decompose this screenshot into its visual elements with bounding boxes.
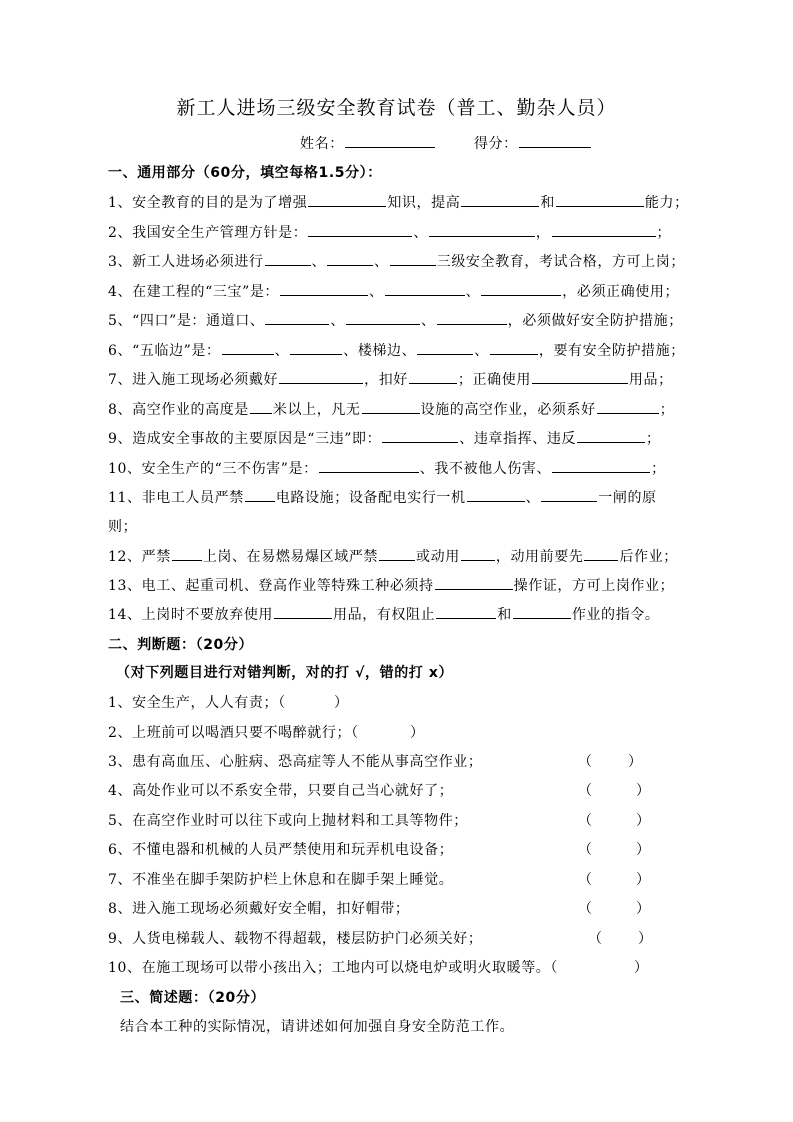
name-score-row (300, 133, 592, 153)
name-blank[interactable] (345, 133, 435, 148)
tf-item-10: 10、在施工现场可以带小孩出入；工地内可以烧电炉或明火取暖等。（ (108, 960, 559, 976)
blank[interactable] (279, 369, 363, 384)
blank[interactable] (385, 281, 465, 296)
blank[interactable] (490, 340, 538, 355)
tf-item-4: 4、高处作业可以不系安全带，只要自己当心就好了； (108, 783, 454, 799)
answer-close-paren[interactable]: ） (636, 872, 650, 888)
answer-close-paren[interactable]: ） (636, 813, 650, 829)
blank[interactable] (290, 340, 342, 355)
blank[interactable] (308, 192, 386, 207)
answer-open-paren[interactable]: （ (578, 901, 592, 917)
score-blank[interactable] (519, 133, 591, 148)
question-11: 11、非电工人员严禁 电路设施；设备配电实行一机 、 一闸的原 (108, 487, 657, 507)
question-5: 5、“四口”是：通道口、 、 、 ，必须做好安全防护措施； (108, 310, 683, 330)
blank[interactable] (437, 310, 507, 325)
blank[interactable] (250, 399, 272, 414)
question-2: 2、我国安全生产管理方针是： 、 ， ； (108, 222, 671, 242)
answer-close-paren[interactable]: ） (638, 931, 652, 947)
question-3: 3、新工人进场必须进行 、 、 三级安全教育，考试合格，方可上岗； (108, 251, 685, 271)
blank[interactable] (481, 281, 561, 296)
blank[interactable] (577, 428, 645, 443)
answer-open-paren[interactable]: （ (578, 872, 592, 888)
exam-title: 新工人进场三级安全教育试卷（普工、勤杂人员） (176, 97, 617, 119)
name-label: 姓名： (300, 136, 344, 152)
section2-heading: 二、判断题：（20分） (108, 637, 254, 653)
tf-item-1: 1、安全生产，人人有责；（ (108, 695, 286, 711)
blank[interactable] (409, 369, 457, 384)
blank[interactable] (308, 222, 412, 237)
question-6: 6、“五临边”是： 、 、楼梯边、 、 ，要有安全防护措施； (108, 340, 685, 360)
answer-close-paren[interactable]: ） (636, 783, 650, 799)
blank[interactable] (556, 192, 644, 207)
blank[interactable] (552, 222, 656, 237)
blank[interactable] (265, 251, 311, 266)
blank[interactable] (461, 192, 539, 207)
question-11-cont: 则； (108, 519, 138, 535)
blank[interactable] (280, 281, 368, 296)
question-7: 7、进入施工现场必须戴好 ，扣好 ；正确使用 用品； (108, 369, 673, 389)
answer-close-paren[interactable]: ） (636, 842, 650, 858)
question-14: 14、上岗时不要放弃使用 用品，有权阻止 和 作业的指令。 (108, 604, 659, 624)
question-8: 8、高空作业的高度是 米以上，凡无 设施的高空作业，必须系好 ； (108, 399, 674, 419)
blank[interactable] (541, 487, 597, 502)
blank[interactable] (172, 546, 202, 561)
section3-question: 结合本工种的实际情况，请讲述如何加强自身安全防范工作。 (120, 1019, 515, 1035)
question-13: 13、电工、起重司机、登高作业等特殊工种必须持 操作证，方可上岗作业； (108, 575, 674, 595)
question-4: 4、在建工程的“三宝”是： 、 、 ，必须正确使用； (108, 281, 679, 301)
tf-item-5: 5、在高空作业时可以往下或向上抛材料和工具等物件； (108, 813, 468, 829)
blank[interactable] (552, 458, 650, 473)
score-label: 得分： (473, 136, 518, 152)
blank[interactable] (513, 604, 571, 619)
answer-open-paren[interactable]: （ (578, 813, 592, 829)
blank[interactable] (319, 458, 419, 473)
tf-item-2: 2、上班前可以喝酒只要不喝醉就行；（ (108, 725, 359, 741)
blank[interactable] (379, 546, 415, 561)
answer-open-paren[interactable]: （ (578, 842, 592, 858)
blank[interactable] (346, 310, 420, 325)
blank[interactable] (382, 428, 458, 443)
section2-instructions: （对下列题目进行对错判断，对的打 √，错的打 x） (116, 665, 454, 681)
section1-heading: 一、通用部分（60分，填空每格1.5分）： (108, 165, 382, 181)
section3-heading: 三、简述题：（20分） (120, 990, 266, 1006)
blank[interactable] (435, 575, 513, 590)
tf-item-7: 7、不准坐在脚手架防护栏上休息和在脚手架上睡觉。 (108, 872, 454, 888)
answer-close-paren[interactable]: ） (628, 754, 642, 770)
blank[interactable] (327, 251, 373, 266)
tf-item-3: 3、患有高血压、心脏病、恐高症等人不能从事高空作业； (108, 754, 483, 770)
blank[interactable] (584, 546, 618, 561)
blank[interactable] (417, 340, 473, 355)
answer-close-paren[interactable]: ） (410, 725, 424, 741)
answer-open-paren[interactable]: （ (578, 754, 592, 770)
answer-close-paren[interactable]: ） (634, 960, 648, 976)
blank[interactable] (467, 487, 525, 502)
blank[interactable] (222, 340, 274, 355)
question-1: 1、安全教育的目的是为了增强 知识，提高 和 能力； (108, 192, 689, 212)
blank[interactable] (362, 399, 420, 414)
blank[interactable] (436, 604, 496, 619)
blank[interactable] (390, 251, 436, 266)
blank[interactable] (532, 369, 628, 384)
question-9: 9、造成安全事故的主要原因是“三违”即： 、违章指挥、违反 ； (108, 428, 661, 448)
blank[interactable] (597, 399, 659, 414)
tf-item-9: 9、人货电梯载人、载物不得超载，楼层防护门必须关好； (108, 931, 483, 947)
question-12: 12、严禁 上岗、在易燃易爆区域严禁 或动用 ，动用前要先 后作业； (108, 546, 678, 566)
answer-open-paren[interactable]: （ (588, 931, 602, 947)
tf-item-8: 8、进入施工现场必须戴好安全帽，扣好帽带； (108, 901, 410, 917)
blank[interactable] (245, 487, 275, 502)
blank[interactable] (265, 310, 329, 325)
tf-item-6: 6、不懂电器和机械的人员严禁使用和玩弄机电设备； (108, 842, 454, 858)
answer-close-paren[interactable]: ） (636, 901, 650, 917)
answer-open-paren[interactable]: （ (578, 783, 592, 799)
blank[interactable] (429, 222, 535, 237)
answer-close-paren[interactable]: ） (334, 695, 348, 711)
question-10: 10、安全生产的“三不伤害”是： 、我不被他人伤害、 ； (108, 458, 666, 478)
blank[interactable] (274, 604, 332, 619)
blank[interactable] (461, 546, 495, 561)
